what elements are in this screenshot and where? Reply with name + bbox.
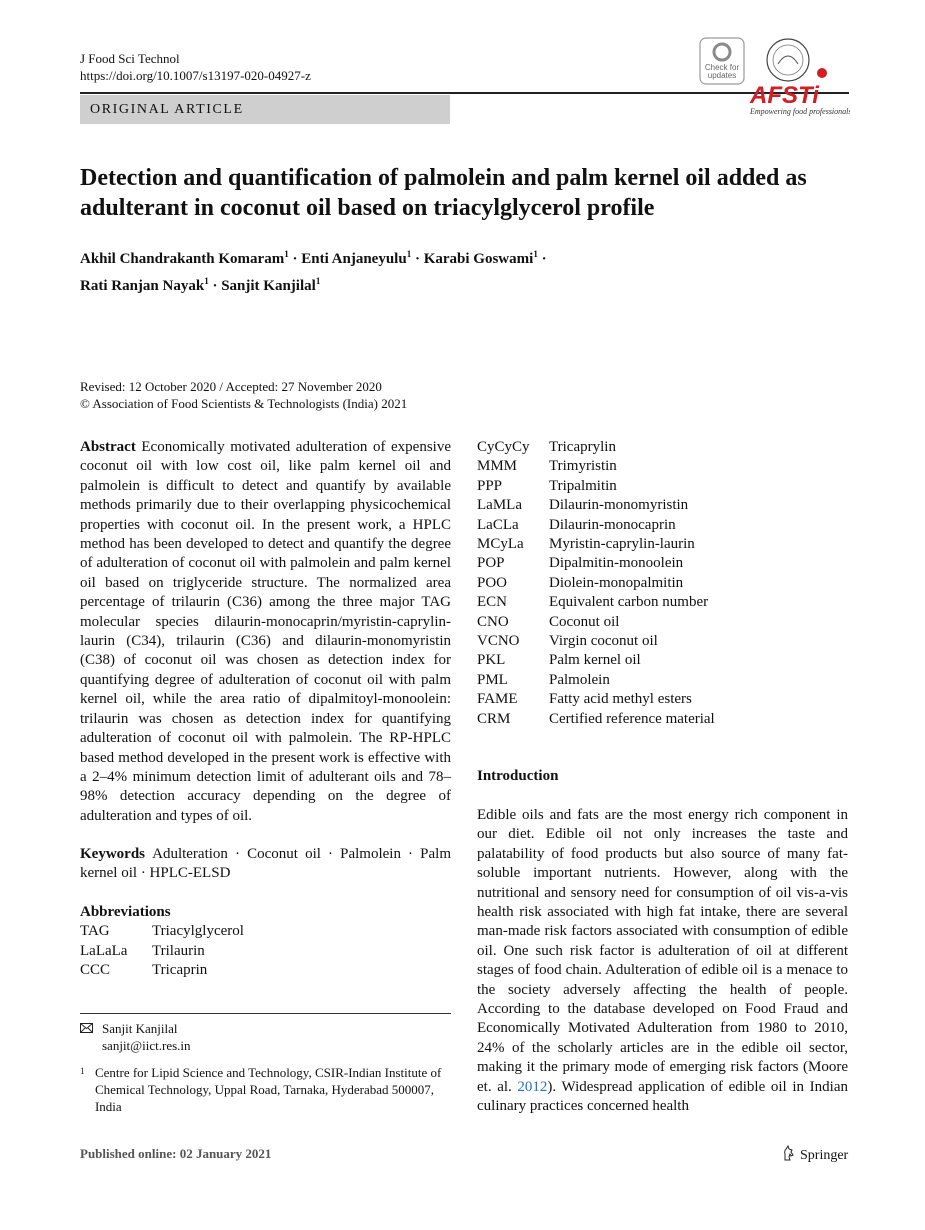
abbreviation-row [477,554,715,573]
definition: Dilaurin-monocaprin [549,516,676,533]
definition: Coconut oil [549,613,620,630]
abbreviations-table-left [80,922,244,980]
definition: Palmolein [549,671,610,688]
abbreviation-row [477,690,715,709]
definition: Dilaurin-monomyristin [549,497,689,514]
definition: Myristin-caprylin-laurin [549,536,695,553]
abbreviation: POP [477,555,505,572]
author-name[interactable]: Enti Anjaneyulu [301,251,407,267]
abbreviation: CCC [80,962,111,979]
abbreviation-row [477,496,715,515]
affiliation-marker: 1 [533,249,538,259]
author-name[interactable]: Rati Ranjan Nayak [80,278,205,294]
abbreviation: VCNO [477,633,520,650]
afsti-wordmark: AFSTi [750,82,819,109]
abbreviation: PKL [477,652,506,669]
affiliation-marker: 1 [284,249,289,259]
author-separator: · [411,251,424,267]
affiliation-marker: 1 [204,276,209,286]
abbreviation: FAME [477,691,518,708]
abbreviation-row [80,942,244,961]
doi-link[interactable]: https://doi.org/10.1007/s13197-020-04927-z [80,68,311,83]
citation-link[interactable]: 2012 [517,1078,548,1095]
author-separator: · [288,251,302,267]
abbreviation: ECN [477,594,507,611]
journal-header [80,50,311,84]
abbreviation-row [477,457,715,476]
definition: Dipalmitin-monoolein [549,555,684,572]
abbreviation: POO [477,574,508,591]
afsti-logo [749,39,850,116]
author-name[interactable]: Karabi Goswami [423,251,534,267]
corresponding-author: Sanjit Kanjilal [102,1021,178,1036]
author-separator: · [208,278,222,294]
abbreviation: MMM [477,458,518,475]
article-dates [80,378,407,412]
check-updates-line2: updates [707,71,737,80]
abbreviation-row [477,574,715,593]
revised-accepted: Revised: 12 October 2020 / Accepted: 27 November 2020 [80,379,382,394]
abbreviations-left [80,903,451,981]
copyright: © Association of Food Scientists & Technologists (India) 2021 [80,396,408,411]
check-updates-line1: Check for [704,63,740,72]
definition: Virgin coconut oil [549,633,658,650]
abbreviation-row [477,710,715,729]
author-name[interactable]: Akhil Chandrakanth Komaram [80,251,285,267]
definition: Triacylglycerol [152,923,244,940]
abbreviation-row [80,922,244,941]
afsti-tagline: Empowering food professionals [750,107,850,116]
abstract-text: Economically motivated adulteration of expensive coconut oil with low cost oil, like palm kernel oil and palmolein is difficult to detect and quantify by available methods primarily due to their overlapping physicochemical properties with coconut oil. In the present work, a HPLC method has been developed to detect and quantify the degree of adulteration of coconut oil with palmolein and palm kernel oil based on triglyceride structure. The normalized area percentage of trilaurin (C36) among the three major TAG molecular species dilaurin-monocaprin/myristin-caprylin-laurin (C34), trilaurin (C36) and dilaurin-monomyristin (C38) of coconut oil was chosen as detection index for quantifying degree of adulteration of coconut oil with palm kernel oil, while the area ratio of dipalmitoyl-monoolein: trilaurin was chosen as detection index for quantifying adulteration of coconut oil with palmolein. The RP-HPLC based method developed in the present work is effective with a 2–4% minimum detection limit of adulterant oils and 78–98% detection accuracy depending on the degree of adulteration and types of oil. [80,439,452,824]
definition: Diolein-monopalmitin [549,574,684,591]
abbreviation-row [477,651,715,670]
abstract-label: Abstract [80,439,136,455]
abbreviations-heading: Abbreviations [80,904,171,920]
abbreviation: LaMLa [477,497,522,514]
abbreviations-table-right [477,438,715,729]
abbreviation-row [80,961,244,980]
envelope-icon [80,1020,94,1054]
publisher-logo [782,1145,848,1166]
article-title: Detection and quantification of palmolein and palm kernel oil added as adulterant in coconut oil based on triacylglycerol profile [80,165,807,221]
keywords-label: Keywords [80,846,145,862]
keywords [80,845,451,884]
journal-name: J Food Sci Technol [80,51,180,66]
abbreviation: LaLaLa [80,942,128,959]
abbreviation-row [477,516,715,535]
keywords-text: Adulteration · Coconut oil · Palmolein · Palm kernel oil · HPLC-ELSD [80,846,451,882]
abbreviation: PPP [477,477,503,494]
introduction-text [477,806,848,1117]
abbreviation: CNO [477,613,509,630]
author-name[interactable]: Sanjit Kanjilal [221,278,316,294]
corresponding-email[interactable]: sanjit@iict.res.in [102,1038,191,1053]
abbreviation: CRM [477,710,511,727]
abbreviation-row [477,535,715,554]
definition: Trilaurin [152,942,205,959]
abbreviation: MCyLa [477,536,524,553]
affiliation-text: Centre for Lipid Science and Technology, CSIR-Indian Institute of Chemical Technology, Uppal Road, Tarnaka, Hyderabad 500007, India [94,1065,442,1114]
abbreviation-row [477,593,715,612]
abbreviation: LaCLa [477,516,519,533]
publisher-name: Springer [800,1147,849,1163]
definition: Certified reference material [549,710,715,727]
affiliation-number: 1 [80,1066,85,1076]
intro-paragraph: Edible oils and fats are the most energy rich component in our diet. Edible oil not only increases the taste and palatability of food products but also source of many fat-soluble important nutrients. However, along with the nutritional and sensory need for consumption of oil vis-a-vis health risk associated with high fat intake, there are several man-made risk factors associated with consumption of edible oil. One such risk factor is adulteration of oil at different stages of food chain. Adulteration of edible oil is a menace to the society adversely affecting the health of people. According to the database developed on Food Fraud and Economically Motivated Adulteration from 1980 to 2010, 24% of the scholarly articles are in the edible oil sector, making it the primary mode of emerging risk factors (Moore et. al. [477,807,848,1095]
definition: Trimyristin [549,458,617,475]
abbreviation-row [477,477,715,496]
header-logos [698,36,850,118]
author-separator: · [537,251,547,267]
definition: Fatty acid methyl esters [549,691,692,708]
definition: Equivalent carbon number [549,594,709,611]
published-date: Published online: 02 January 2021 [80,1146,272,1161]
section-label: ORIGINAL ARTICLE [80,95,450,124]
definition: Tripalmitin [549,477,617,494]
abbreviation-row [477,632,715,651]
abbreviation-row [477,438,715,457]
footnote-rule [80,1013,451,1014]
definition: Tricaprylin [549,439,616,455]
affiliation-marker: 1 [315,276,321,286]
introduction-heading: Introduction [477,768,559,784]
affiliation-marker: 1 [406,249,412,259]
abbreviation-row [477,613,715,632]
check-for-updates-badge[interactable] [700,38,744,84]
definition: Palm kernel oil [549,652,641,669]
abbreviation: CyCyCy [477,439,530,455]
abbreviation: PML [477,671,508,688]
abstract [80,438,451,826]
abbreviation-row [477,671,715,690]
abbreviations-right [477,438,848,729]
author-list [80,243,840,297]
correspondence [80,1020,451,1115]
springer-horse-icon [782,1145,796,1166]
abbreviation: TAG [80,923,110,940]
definition: Tricaprin [152,962,208,979]
intro-paragraph-continued: ). Widespread application of edible oil in Indian culinary practices concerned health [477,1078,848,1115]
